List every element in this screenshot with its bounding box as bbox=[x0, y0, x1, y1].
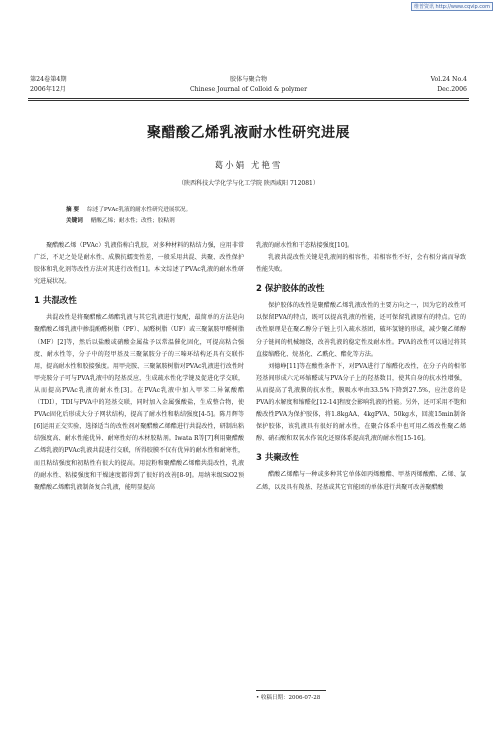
abstract-block bbox=[66, 205, 437, 227]
keywords-label: 关键词 bbox=[66, 218, 83, 224]
issue-info-en bbox=[431, 75, 467, 95]
volume-issue: 第24卷第4期 bbox=[30, 76, 67, 83]
header-rule bbox=[28, 98, 469, 99]
blend-compat-paragraph: 乳液共混改性关键是乳液间的相容性，若相容性不好，会有相分离而导致性能失败。 bbox=[256, 254, 466, 274]
section-2-heading: 2 保护胶体的改性 bbox=[256, 284, 325, 295]
abstract-text: 综述了PVAc乳液的耐水性研究进展状况。 bbox=[87, 207, 192, 213]
footnote-rule bbox=[256, 690, 326, 691]
issue-date-en: Dec.2006 bbox=[437, 86, 467, 93]
journal-header bbox=[30, 75, 467, 97]
right-column bbox=[256, 240, 466, 494]
left-column bbox=[34, 240, 244, 494]
affiliation: （陕西科技大学化学与化工学院 陕西咸阳 712081） bbox=[178, 180, 319, 187]
volume-issue-en: Vol.24 No.4 bbox=[430, 76, 467, 83]
section-2-paragraph: 保护胶体的改性是聚醋酸乙烯乳液改性的主要方向之一，因为它的改性可以保留PVA的特点，既可以提高乳液的性能，还可保留乳液原有的特点。它的改性原理是在聚乙醇分子链上引入疏水基团，破坏氢键的形成，减少聚乙烯醇分子链间的机械缠绕，改善乳液的稳定性及耐水性。PVA的改性可以通过将其直接缩醛化、烷基化、乙酰化、酯化等方法。 bbox=[256, 302, 466, 358]
section-1-heading: 1 共混改性 bbox=[34, 296, 77, 307]
section-2-paragraph-2: 刘德峥[11]等在酸性条件下，对PVA进行了缩醛化改性，在分子内的相邻羟基间形成六元环缩醛或与PVA分子上的羟基数目，使其自身的抗水性增强，从而提高了乳液膜的抗水性，膜吸水率由33.5%下降到27.5%，应注意的是PVA的水解度和缩醛化[12-14]程度会影响乳液的性能。另外，还可采用不饱和酸改性PVA为保护胶体，将1.8kgAA、4kgPVA、50kg水，回流15min制备保护胶体，该乳液具有很好的耐水性，在聚合体系中也可用乙烯改性聚乙烯醇、硝石酸和双氧水作氧化还原体系提高乳液的耐水性[15-16]。 bbox=[256, 362, 466, 443]
abstract-label: 摘 要 bbox=[66, 207, 80, 213]
issue-date: 2006年12月 bbox=[30, 86, 66, 93]
keywords bbox=[66, 216, 437, 227]
continued-paragraph: 乳液的耐水性和干态粘接强度[10]。 bbox=[256, 242, 354, 249]
watermark: 维普资讯 http://www.cqvip.com bbox=[411, 2, 493, 11]
received-date-footnote: • 收稿日期：2006-07-28 bbox=[256, 695, 321, 701]
header-rule-thin bbox=[28, 100, 469, 101]
intro-paragraph: 聚醋酸乙烯（PVAc）乳液俗称白乳胶，对多种材料的粘结力强，应用非常广泛，不足之处是耐水性、成膜抗蠕变性差，一般采用共混、共聚、改性保护胶体和乳化剂等改性方法对其进行改性[1]。本文综述了PVAc乳液的耐水性研究进展状况。 bbox=[34, 242, 244, 286]
journal-name-cn: 胶体与聚合物 bbox=[229, 76, 268, 83]
section-3-heading: 3 共聚改性 bbox=[256, 453, 299, 464]
abstract bbox=[66, 205, 437, 216]
section-3-paragraph: 醋酸乙烯酯与一种或多种其它单体如丙烯酸酯、甲基丙烯酸酯、乙烯、氯乙烯，以及具有羧基、羟基或其它官能团的单体进行共聚可改善聚醋酸 bbox=[256, 471, 466, 491]
journal-name bbox=[30, 75, 467, 95]
journal-name-en: Chinese Journal of Colloid & polymer bbox=[189, 86, 308, 93]
authors: 葛小娟 尤艳雪 bbox=[214, 161, 283, 171]
paper-title: 聚醋酸乙烯乳液耐水性研究进展 bbox=[147, 125, 350, 141]
section-1-paragraph: 共混改性是将聚醋酸乙烯酯乳液与其它乳液进行复配，最简单的方法是向聚醋酸乙烯乳液中掺混酚醛树脂（PF）、尿醛树脂（UF）或三聚氰胺甲醛树脂（MF）[2]等，然后以盐酸或硝酸金属盐予以常温催化固化，可提高粘合强度、耐水性等，分子中的羟甲基及三聚氰胺分子的三嗪环结构还具有交联作用，提高耐水性和胶接强度。用甲壳胺、三聚氰胺树脂对PVAc乳液进行改性时甲壳胺分子可与PVA乳液中的羟基反应，生成疏水性化学键及促进化学交联，从而提高PVAc乳液的耐水性[3]。在PVAc乳液中加入甲苯二异氰酸酯（TDI），TDI与PVA中的羟基交联，同时加入金属强酸盐，生成整合物，使PVAc固化后形成大分子网状结构，提高了耐水性和粘结强度[4-5]。陈月辉等[6]运用正交实验，选择适当的改性剂对聚醋酸乙烯酯进行共混改性，研制出粘结强度高、耐水性能优异、耐寒性好的木材胶粘剂。Iwata R等[7]利用聚醋酸乙烯乳液的PVAc乳液共混进行交联，所得胶膜不仅有优异的耐水性和耐寒性，而且粘结强度和初粘性有很大的提高。用淀粉和聚醋酸乙烯酯共混改性，乳液的耐水性、粘接强度和干燥速度都得到了很好的改善[8-9]。用纳米级SiO2预聚醋酸乙烯酯乳液制备复合乳液，能明显提高 bbox=[34, 314, 244, 491]
keywords-text: 醋酸乙烯；耐水性；改性；胶粘剂 bbox=[90, 218, 175, 224]
